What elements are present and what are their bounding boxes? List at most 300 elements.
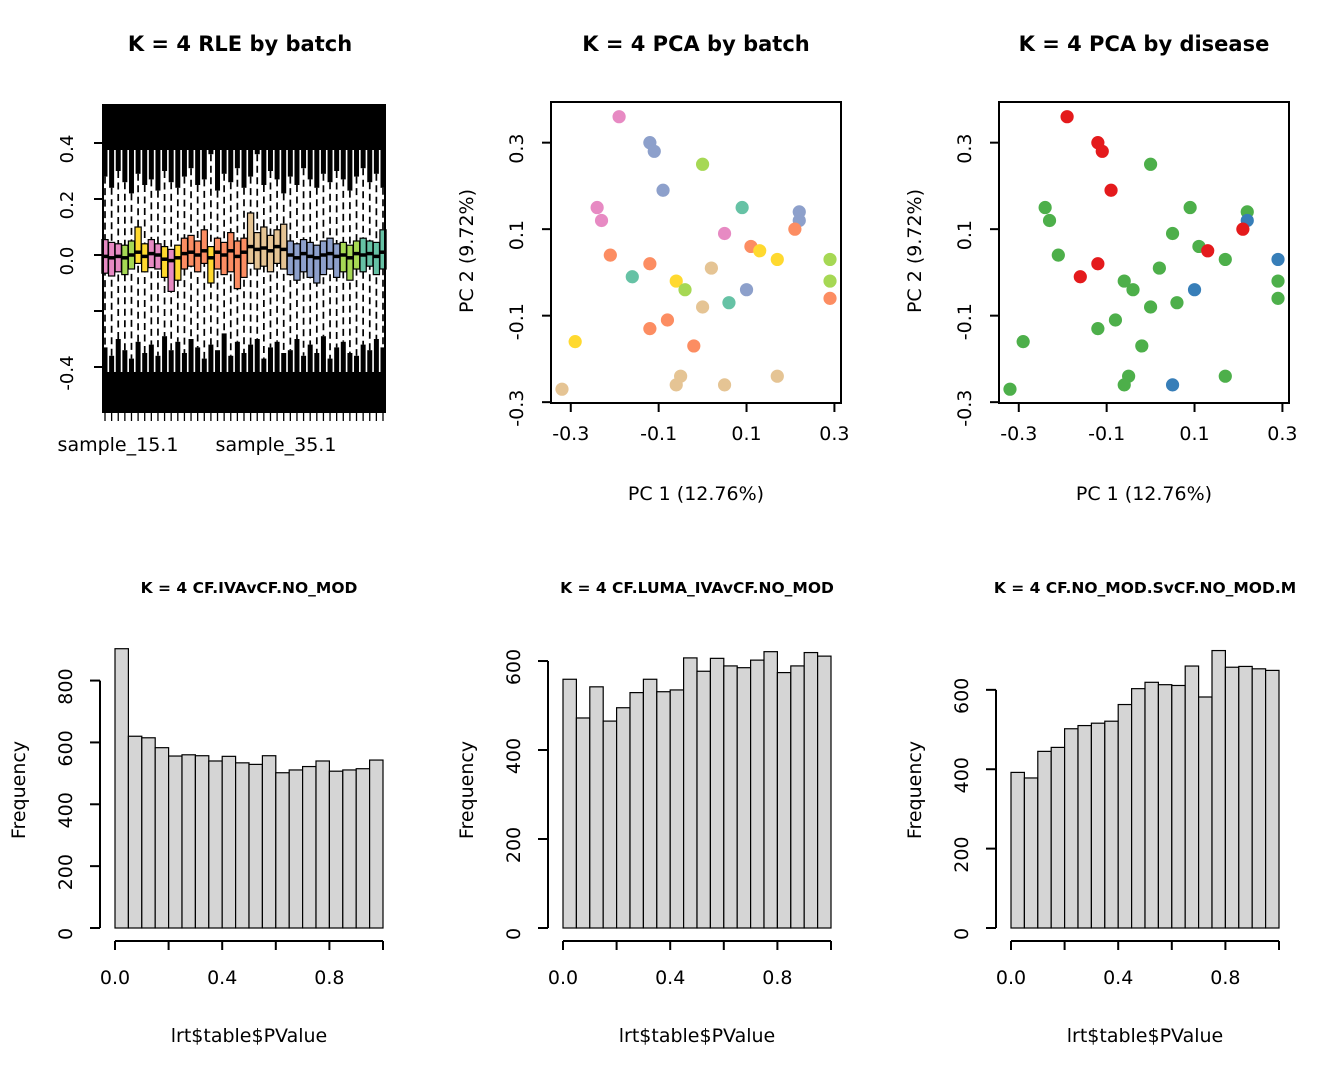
pca-point [1135,339,1148,352]
pca-point [823,253,836,266]
outlier-finger-bottom [155,356,160,373]
outlier-finger-bottom [169,350,174,373]
rle-box [168,249,174,291]
outlier-finger-bottom [248,345,253,373]
rle-box [221,242,227,274]
outlier-finger-top [228,149,233,182]
x-tick-label: 0.4 [655,967,686,989]
pca-disease-canvas [896,0,1344,538]
x-tick-label: 0.0 [547,967,579,989]
outlier-finger-bottom [361,345,366,373]
y-tick-label: 200 [503,826,525,864]
pca-point [736,201,749,214]
hist-bar [1199,697,1212,928]
y-tick-label: 400 [951,757,973,794]
outlier-finger-top [288,149,293,177]
hist-bar [142,738,155,928]
outlier-finger-top [162,149,167,171]
outlier-finger-top [195,149,200,185]
outlier-finger-bottom [208,345,213,373]
outlier-finger-bottom [122,350,127,373]
pca-point [626,270,639,283]
pca-point [1170,296,1183,309]
pca-point [771,253,784,266]
hist-bar [563,679,576,928]
outlier-finger-top [354,149,359,177]
y-tick-label: 800 [55,668,77,705]
y-axis-title: PC 2 (9.72%) [904,188,926,314]
y-tick-label: 0.3 [506,133,528,164]
outlier-finger-top [268,149,273,171]
y-axis-title: Frequency [456,740,478,840]
hist-bar [1185,666,1198,928]
outlier-finger-bottom [189,339,194,373]
outlier-finger-bottom [347,353,352,373]
outlier-finger-bottom [374,339,379,373]
x-tick-label: 0.3 [1267,423,1298,445]
outlier-mass-bottom [103,372,385,412]
y-axis-title: Frequency [8,740,30,840]
outlier-finger-top [155,149,160,191]
outlier-finger-top [242,149,247,188]
hist-bar [249,764,262,928]
rle-boxplot-canvas [0,0,448,538]
hist-bar [209,761,222,928]
y-tick-label: 0.1 [954,220,976,251]
hist-bar [764,652,777,928]
outlier-finger-bottom [334,347,339,373]
outlier-finger-bottom [242,353,247,373]
outlier-finger-bottom [314,353,319,373]
hist-bar [1212,651,1225,928]
pca-by-disease-plot [896,0,1344,538]
hist-bar [1252,669,1265,928]
y-tick-label: 600 [55,730,77,767]
hist-bar [751,660,764,928]
hist-bar [1145,682,1158,928]
outlier-mass-top [103,105,385,150]
outlier-finger-top [116,149,121,171]
hist-bar [643,679,656,928]
hist-bar [289,770,302,928]
outlier-finger-bottom [162,336,167,373]
outlier-finger-bottom [116,339,121,373]
outlier-finger-bottom [142,353,147,373]
outlier-finger-top [261,149,266,185]
x-tick-label: 0.1 [731,423,762,445]
pca-point [1166,378,1179,391]
outlier-finger-top [334,149,339,171]
pca-point [687,339,700,352]
outlier-finger-top [149,149,154,179]
hist-bar [617,708,630,928]
outlier-finger-bottom [175,342,180,373]
outlier-finger-bottom [109,356,114,373]
hist-bar [316,761,329,928]
y-tick-label: 0.3 [954,133,976,164]
outlier-finger-top [169,149,174,182]
pca-point [569,335,582,348]
outlier-finger-top [182,149,187,177]
outlier-finger-top [308,149,313,179]
pca-point [1271,253,1284,266]
hist-bar [791,666,804,928]
pca-point [740,283,753,296]
outlier-finger-top [314,149,319,188]
hist-bar [169,756,182,928]
plot-border [551,102,841,403]
pca-point [1061,110,1074,123]
outlier-finger-bottom [367,350,372,373]
rle-box [300,240,306,272]
pca-point [788,223,801,236]
outlier-finger-top [142,149,147,185]
outlier-finger-top [136,149,141,174]
hist-bar [128,736,141,928]
plot-title: K = 4 RLE by batch [127,32,353,56]
hist-bar [236,763,249,928]
hist-bar [370,760,383,928]
pca-point [1188,283,1201,296]
pca-point [661,313,674,326]
pca-point [1096,145,1109,158]
hist-bar [737,668,750,928]
rle-box [307,242,313,277]
x-tick-label: -0.3 [1000,423,1038,445]
rle-box [281,224,287,269]
x-tick-label: -0.1 [1088,423,1126,445]
hist-bar [1158,685,1171,928]
pca-point [1184,201,1197,214]
outlier-finger-top [175,149,180,188]
y-tick-label: 200 [951,836,973,873]
outlier-finger-bottom [215,350,220,373]
rle-box [267,235,273,271]
hist-canvas [896,537,1344,1075]
pca-point [1074,270,1087,283]
hist-bar [818,656,831,928]
hist-bar [710,658,723,928]
y-tick-label: -0.3 [506,389,528,427]
hist-bar [329,771,342,928]
hist-bar [1078,726,1091,928]
rle-box [208,247,214,283]
pca-point [823,292,836,305]
outlier-finger-top [202,149,207,179]
pca-point [1091,322,1104,335]
x-axis-title: PC 1 (12.76%) [627,483,765,505]
hist-bar [276,773,289,928]
x-tick-label: 0.8 [314,967,345,989]
outlier-finger-top [281,149,286,193]
hist-bar [356,769,369,928]
pca-point [696,300,709,313]
x-tick-label: 0.3 [819,423,850,445]
y-tick-label: -0.1 [506,303,528,341]
outlier-finger-bottom [182,353,187,373]
x-axis-title: lrt$table$PValue [170,1025,328,1047]
pca-point [722,296,735,309]
outlier-finger-top [122,149,127,182]
x-tick-label: 0.1 [1179,423,1210,445]
x-axis-title: lrt$table$PValue [618,1025,776,1047]
outlier-finger-bottom [268,347,273,373]
hist-bar [1118,705,1131,928]
pca-point [1104,184,1117,197]
y-tick-label: -0.4 [57,355,78,391]
pca-point [1219,370,1232,383]
outlier-finger-bottom [294,339,299,373]
outlier-finger-top [341,149,346,179]
rle-box [161,247,167,278]
outlier-finger-top [321,149,326,174]
rle-box [373,242,379,274]
y-tick-label: 0.4 [57,134,78,164]
pca-point [591,201,604,214]
x-tick-label: -0.3 [552,423,590,445]
hist-canvas [448,537,896,1075]
hist-bar [603,721,616,928]
hist-bar [222,756,235,928]
pca-point [1153,261,1166,274]
outlier-finger-bottom [222,333,227,373]
hist-bar [1172,685,1185,928]
rle-box [248,213,254,263]
x-tick-label: -0.1 [640,423,678,445]
hist-bar [590,687,603,928]
outlier-finger-bottom [195,347,200,373]
hist-bar [262,756,275,928]
hist-bar [777,673,790,928]
outlier-finger-top [215,149,220,191]
hist-bar [1065,729,1078,928]
pca-point [1166,227,1179,240]
y-tick-label: 200 [55,854,77,891]
y-tick-label: -0.3 [954,389,976,427]
pca-point [1091,257,1104,270]
pca-point [771,370,784,383]
rle-box [287,241,293,275]
outlier-finger-top [347,149,352,191]
x-axis-title: PC 1 (12.76%) [1075,483,1213,505]
pca-point [1271,292,1284,305]
outlier-finger-bottom [288,350,293,373]
outlier-finger-top [328,149,333,182]
hist-bar [657,692,670,928]
pca-batch-canvas [448,0,896,538]
x-axis-sample-label-right: sample_35.1 [215,434,337,456]
pca-point [1271,274,1284,287]
rle-box [135,227,141,263]
hist-bar [1239,666,1252,928]
outlier-finger-bottom [202,359,207,373]
y-tick-label: 600 [503,648,525,686]
pca-point [718,227,731,240]
plot-border [999,102,1289,403]
plot-title: K = 4 CF.NO_MOD.SvCF.NO_MOD.M [993,579,1297,597]
pca-point [1236,223,1249,236]
rle-box [175,245,181,280]
hist-bar [670,690,683,928]
y-tick-label: 400 [503,737,525,775]
y-tick-label: 0.1 [506,220,528,251]
hist-cf-iva-plot [0,537,448,1075]
y-tick-label: 600 [951,677,973,714]
x-tick-label: 0.4 [207,967,238,989]
y-tick-label: 0 [503,927,525,941]
rle-box [241,238,247,277]
pca-point [1043,214,1056,227]
outlier-finger-top [294,149,299,185]
pca-point [613,110,626,123]
y-axis-title: PC 2 (9.72%) [456,188,478,314]
y-axis-title: Frequency [904,740,926,840]
pca-point [656,184,669,197]
hist-bar [1051,747,1064,928]
pca-point [1219,253,1232,266]
y-tick-label: 0.2 [57,190,78,220]
hist-bar [1091,723,1104,928]
outlier-finger-top [109,149,114,188]
outlier-finger-top [255,149,260,154]
pca-point [643,322,656,335]
outlier-finger-bottom [341,342,346,373]
hist-bar [684,658,697,928]
outlier-finger-bottom [255,339,260,373]
x-tick-label: 0.8 [762,967,793,989]
hist-bar [630,693,643,928]
outlier-finger-top [367,149,372,182]
x-tick-label: 0.0 [995,967,1027,989]
rle-box [347,245,353,280]
pca-point [670,378,683,391]
hist-bar [724,666,737,928]
pca-point [1144,158,1157,171]
rle-box [334,244,340,278]
hist-bar [1011,772,1024,928]
pca-point [1201,244,1214,257]
rle-box [294,244,300,280]
pca-point [705,261,718,274]
rle-by-batch-plot [0,0,448,538]
pca-point [1144,300,1157,313]
pca-point [1039,201,1052,214]
pca-point [678,283,691,296]
outlier-finger-bottom [275,342,280,373]
pca-point [696,158,709,171]
hist-bar [1266,670,1279,928]
outlier-finger-top [301,149,306,168]
hist-bar [576,718,589,928]
x-axis-sample-label-left: sample_15.1 [57,434,179,456]
plot-title: K = 4 CF.LUMA_IVAvCF.NO_MOD [560,579,834,597]
pca-point [718,378,731,391]
outlier-finger-top [275,149,280,179]
plot-title: K = 4 PCA by batch [582,32,810,56]
outlier-finger-bottom [281,353,286,373]
hist-canvas [0,537,448,1075]
pca-point [1118,378,1131,391]
rle-box [201,230,207,264]
outlier-finger-bottom [129,359,134,373]
pca-point [1003,383,1016,396]
hist-bar [182,755,195,928]
outlier-finger-bottom [354,356,359,373]
pca-point [555,383,568,396]
pca-point [753,244,766,257]
outlier-finger-bottom [228,356,233,373]
y-tick-label: 0 [951,927,973,941]
rle-box [320,241,326,275]
hist-bar [1038,751,1051,928]
outlier-finger-top [129,149,134,193]
rle-box [122,245,128,274]
y-tick-label: -0.1 [954,303,976,341]
pca-point [595,214,608,227]
plot-title: K = 4 PCA by disease [1018,32,1270,56]
rle-box [314,245,320,283]
hist-bar [303,767,316,928]
pca-point [604,249,617,262]
outlier-finger-top [189,149,194,168]
hist-bar [343,770,356,928]
outlier-finger-bottom [261,359,266,373]
hist-bar [1132,689,1145,928]
outlier-finger-bottom [321,336,326,373]
hist-bar [804,653,817,928]
pca-point [1109,313,1122,326]
y-tick-label: 0 [55,927,77,941]
outlier-finger-top [235,149,240,168]
pca-point [1017,335,1030,348]
x-tick-label: 0.4 [1103,967,1134,989]
outlier-finger-bottom [301,356,306,373]
outlier-finger-top [374,149,379,174]
plot-title: K = 4 CF.IVAvCF.NO_MOD [140,579,358,597]
x-axis-title: lrt$table$PValue [1066,1025,1224,1047]
hist-bar [697,671,710,928]
y-tick-label: 400 [55,792,77,829]
outlier-finger-bottom [328,359,333,373]
outlier-finger-bottom [308,345,313,373]
pca-point [1052,249,1065,262]
hist-bar [1024,778,1037,928]
pca-point [648,145,661,158]
pca-point [823,274,836,287]
pca-by-batch-plot [448,0,896,538]
outlier-finger-bottom [136,342,141,373]
y-tick-label: 0.0 [57,246,78,276]
hist-bar [155,748,168,928]
x-tick-label: 0.0 [99,967,131,989]
hist-bar [195,756,208,928]
hist-bar [1105,721,1118,928]
pca-point [643,257,656,270]
hist-cf-luma-iva-plot [448,537,896,1075]
outlier-finger-top [222,149,227,174]
hist-bar [1225,667,1238,928]
hist-cf-nomod-plot [896,537,1344,1075]
hist-bar [115,649,128,928]
outlier-finger-bottom [149,345,154,373]
outlier-finger-bottom [235,342,240,373]
outlier-finger-top [208,149,213,154]
pca-point [1126,283,1139,296]
rle-box [340,242,346,271]
outlier-finger-top [361,149,366,168]
outlier-finger-top [248,149,253,177]
x-tick-label: 0.8 [1210,967,1241,989]
